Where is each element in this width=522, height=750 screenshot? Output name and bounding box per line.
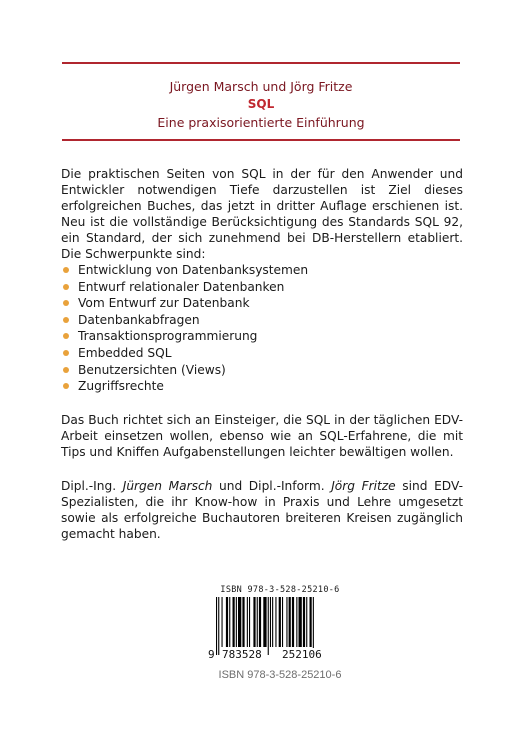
topics-list — [61, 262, 463, 395]
barcode-bar — [259, 597, 261, 647]
bullet-icon — [63, 333, 69, 339]
bullet-icon — [63, 367, 69, 373]
isbn-label-top: ISBN 978-3-528-25210-6 — [220, 585, 340, 595]
bullet-icon — [63, 300, 69, 306]
list-item: Entwurf relationaler Datenbanken — [61, 279, 463, 296]
barcode-bar — [289, 597, 291, 647]
barcode-digit-first: 9 — [208, 648, 215, 661]
book-subtitle: Eine praxisorientierte Einführung — [157, 115, 365, 130]
bullet-icon — [63, 350, 69, 356]
barcode-bar — [282, 597, 283, 647]
isbn-label-bottom: ISBN 978-3-528-25210-6 — [218, 669, 342, 681]
barcode-bar — [242, 597, 244, 647]
list-item: Entwicklung von Datenbanksystemen — [61, 262, 463, 279]
barcode-bar — [238, 597, 241, 647]
barcode-bar — [310, 597, 312, 647]
list-item: Datenbankabfragen — [61, 312, 463, 329]
barcode-digits-left: 783528 — [222, 648, 262, 661]
list-item: Benutzersichten (Views) — [61, 362, 463, 379]
list-item: Vom Entwurf zur Datenbank — [61, 295, 463, 312]
barcode-bar — [272, 597, 273, 647]
barcode-bar — [233, 597, 235, 647]
barcode-bar — [303, 597, 305, 647]
barcode-bar — [257, 597, 258, 647]
bullet-icon — [63, 317, 69, 323]
barcode-bar — [247, 597, 248, 647]
barcode-bar — [229, 597, 230, 647]
barcode-bar — [279, 597, 281, 647]
barcode-bar — [299, 597, 302, 647]
barcode-bar — [253, 597, 255, 647]
barcode-bar — [236, 597, 237, 647]
book-title: SQL — [247, 97, 275, 111]
audience-paragraph: Das Buch richtet sich an Einsteiger, die SQL in der täglichen EDV-Arbeit einsetzen wollen, ebenso wie an SQL-Erfahrene, die mit Tips und Kniffen Aufgabenstellungen leichter bewältigen wollen. — [61, 413, 463, 459]
bullet-icon — [63, 267, 69, 273]
intro-paragraph: Die praktischen Seiten von SQL in der für den Anwender und Entwickler notwendigen Tiefe darzustellen ist Ziel dieses erfolgreichen Buches, das jetzt in dritter Auflage erschienen ist. Neu ist die vollständige Berücksichtigung des Standards SQL 92, ein Standard, der sich zunehmend bei DB-Herstellern etabliert. Die Schwerpunkte sind: — [61, 167, 463, 261]
barcode-bars — [208, 597, 348, 655]
about-authors-paragraph: Dipl.-Ing. Jürgen Marsch und Dipl.-Inform. Jörg Fritze sind EDV-Spezialisten, die ihr Know-how in Praxis und Lehre umgesetzt sowie als erfolgreiche Buchautoren breiteren Kreisen zugänglich gemacht haben. — [61, 479, 463, 541]
bullet-icon — [63, 284, 69, 290]
barcode-bar — [263, 597, 266, 647]
barcode-bar — [292, 597, 294, 647]
barcode-bar — [226, 597, 228, 647]
list-item: Transaktionsprogrammierung — [61, 328, 463, 345]
list-item: Zugriffsrechte — [61, 378, 463, 395]
barcode-bar — [313, 597, 314, 655]
bottom-rule — [62, 139, 460, 141]
barcode-bar — [218, 597, 219, 655]
barcode-digits-right: 252106 — [282, 648, 322, 661]
barcode-bar — [222, 597, 223, 647]
barcode-bar — [268, 597, 269, 655]
barcode-bar — [249, 597, 250, 647]
barcode-bar — [296, 597, 297, 647]
bullet-icon — [63, 383, 69, 389]
authors: Jürgen Marsch und Jörg Fritze — [169, 79, 353, 94]
barcode-bar — [306, 597, 307, 647]
list-item: Embedded SQL — [61, 345, 463, 362]
barcode-bar — [270, 597, 271, 647]
top-rule — [62, 62, 460, 64]
barcode — [208, 597, 348, 655]
barcode-bar — [275, 597, 276, 647]
barcode-bar — [286, 597, 287, 647]
barcode-bar — [216, 597, 217, 655]
